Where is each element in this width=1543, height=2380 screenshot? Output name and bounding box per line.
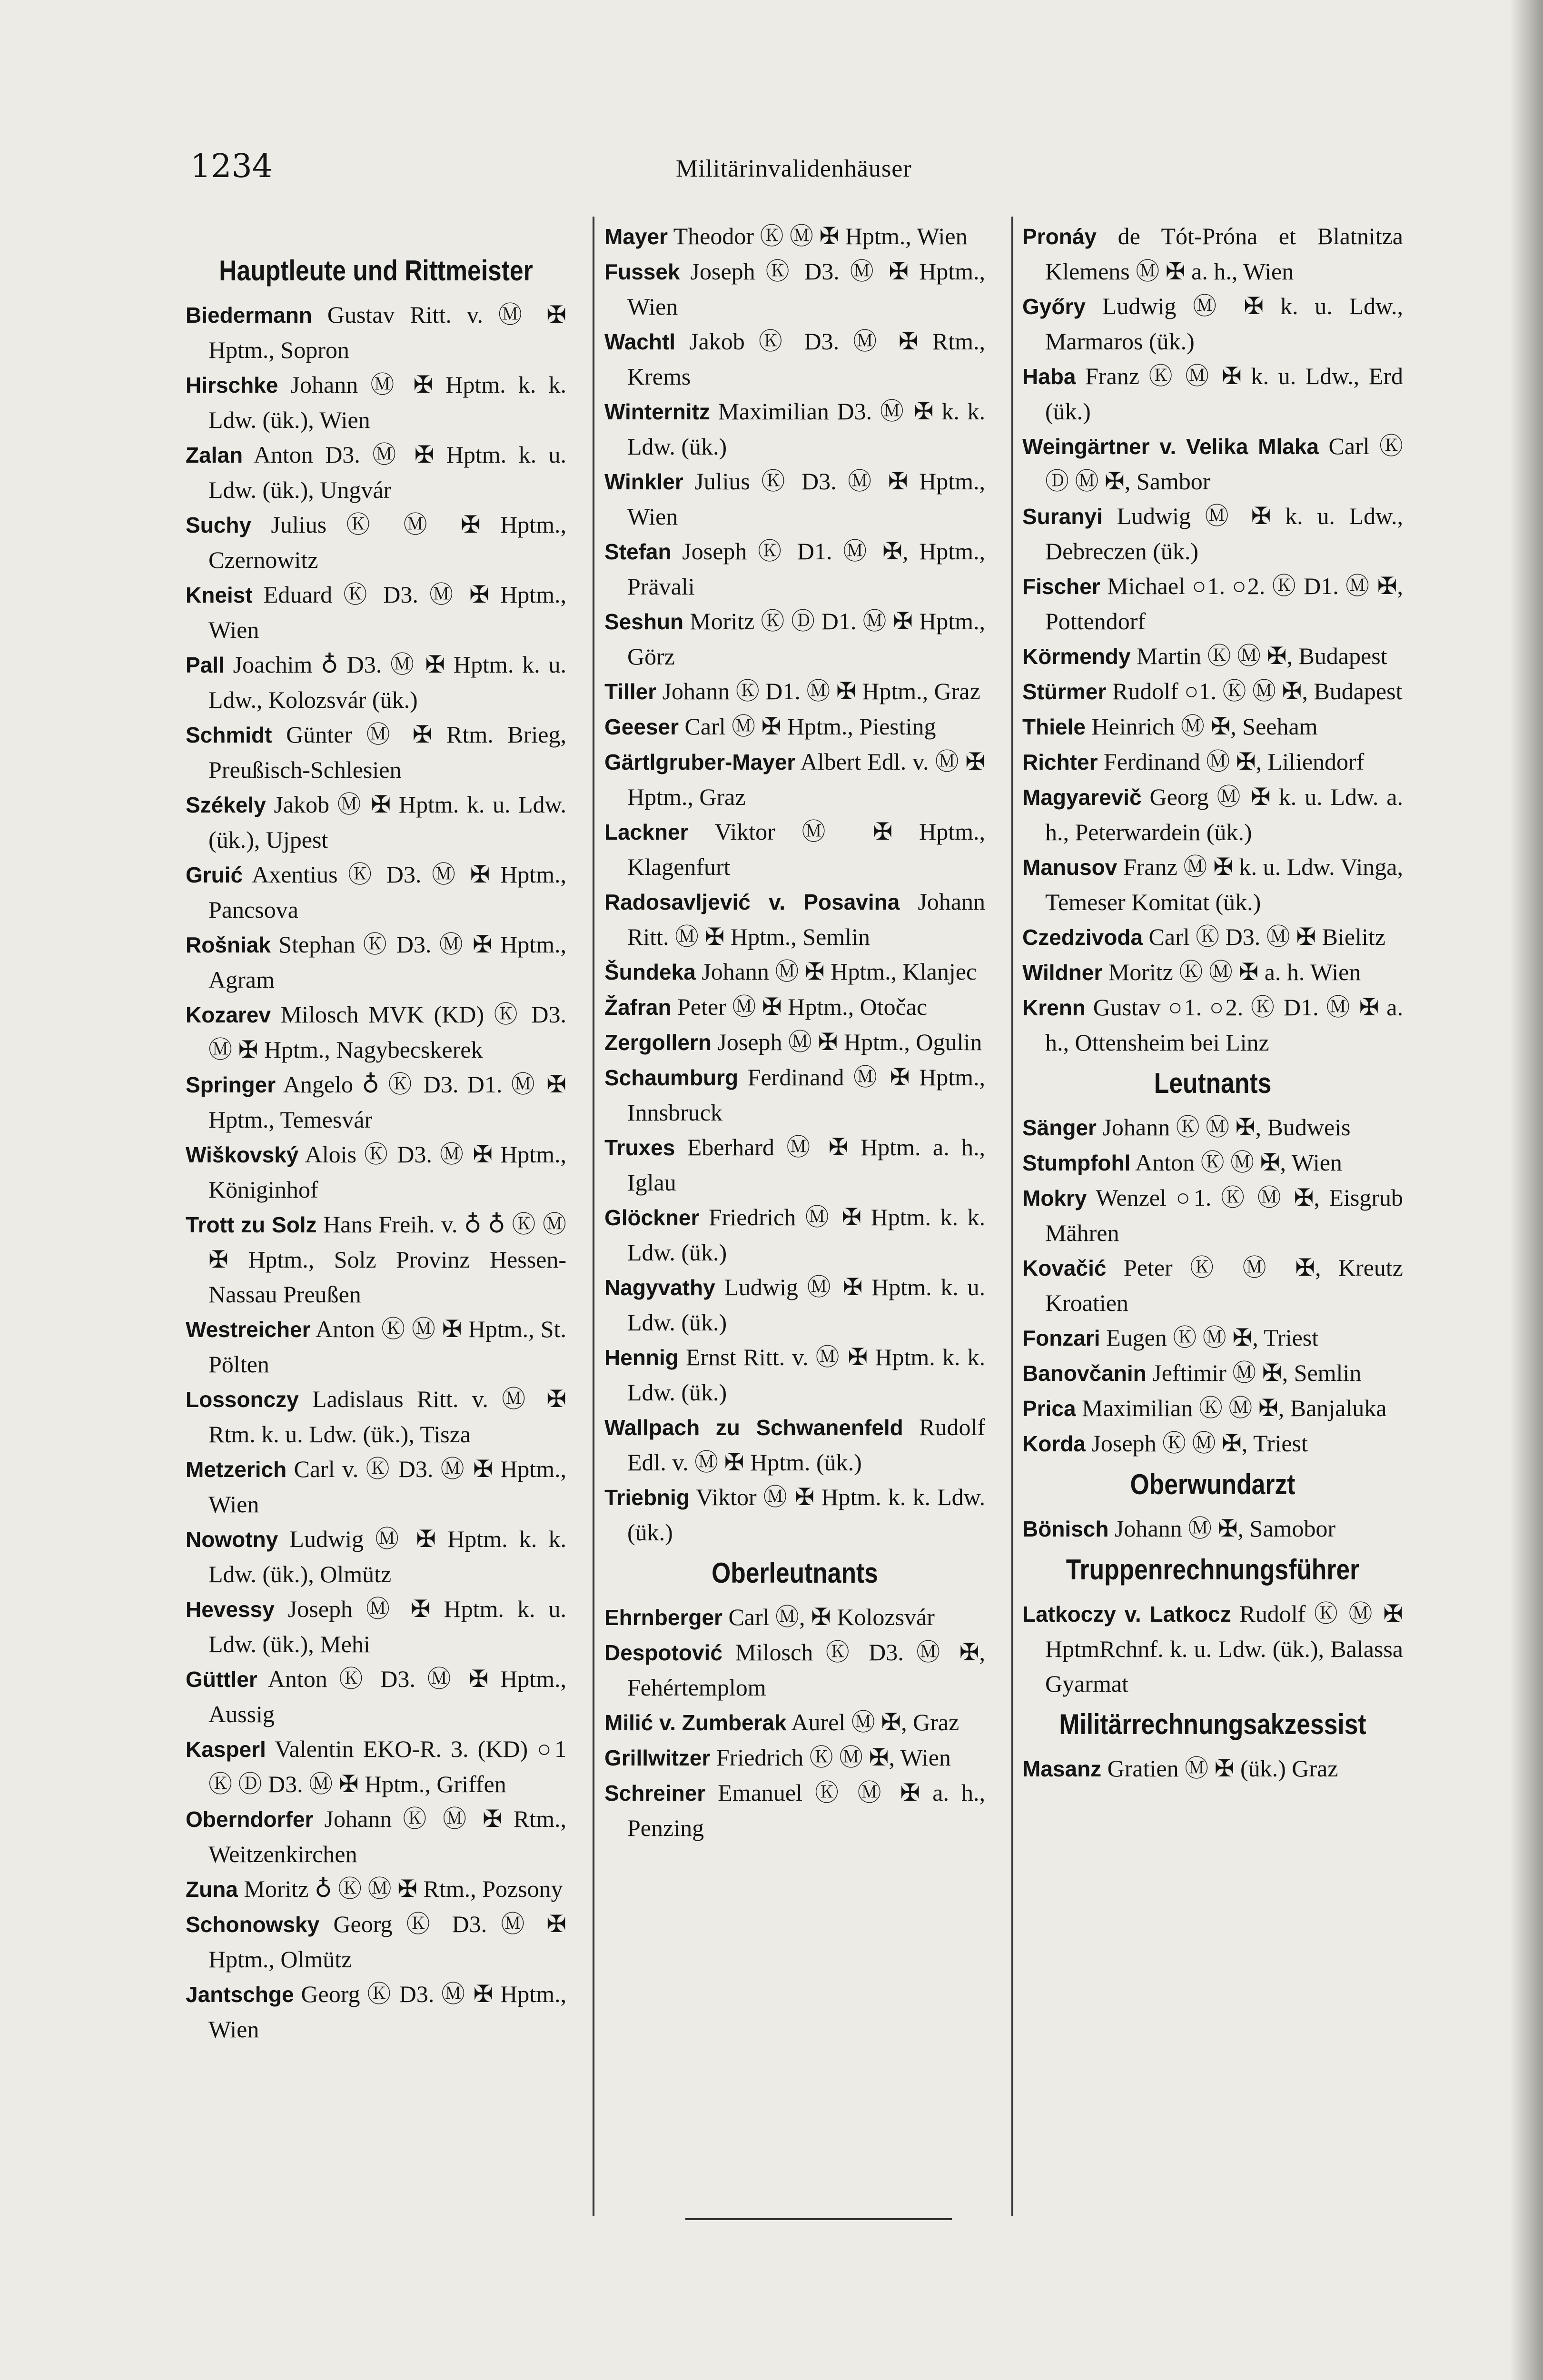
roster-entry [186, 507, 566, 577]
entry-surname: Richter [1022, 750, 1098, 774]
roster-entry [604, 1600, 985, 1635]
entry-details: Jeftimir Ⓜ ✠, Semlin [1152, 1359, 1362, 1386]
roster-entry [186, 1312, 566, 1382]
roster-entry [604, 1130, 985, 1200]
entry-details: Viktor Ⓜ ✠ Hptm., Klagenfurt [627, 818, 985, 880]
roster-entry [1022, 1391, 1403, 1426]
entry-details: Gratien Ⓜ ✠ (ük.) Graz [1107, 1755, 1338, 1782]
entry-surname: Kovačić [1022, 1256, 1107, 1280]
entry-surname: Wachtl [604, 329, 676, 354]
entry-details: Milosch MVK (KD) Ⓚ D3. Ⓜ ✠ Hptm., Nagybecskerek [208, 1001, 566, 1063]
entry-surname: Manusov [1022, 855, 1118, 880]
entry-surname: Hevessy [186, 1597, 275, 1622]
roster-entry [186, 437, 566, 507]
entry-surname: Fussek [604, 259, 680, 284]
entry-surname: Hirschke [186, 373, 278, 397]
entry-surname: Triebnig [604, 1485, 690, 1510]
entry-details: Moritz Ⓚ Ⓜ ✠ a. h. Wien [1108, 959, 1361, 985]
entry-details: Valentin EKO-R. 3. (KD) ○1 Ⓚ Ⓓ D3. Ⓜ ✠ Hptm., Griffen [208, 1735, 566, 1797]
roster-entry [1022, 1597, 1403, 1701]
entry-surname: Zuna [186, 1877, 238, 1902]
roster-entry [604, 604, 985, 674]
entry-surname: Wallpach zu Schwanenfeld [604, 1415, 903, 1440]
entry-details: Aurel Ⓜ ✠, Graz [791, 1709, 959, 1735]
roster-entry [1022, 744, 1403, 780]
entry-details: Ferdinand Ⓜ ✠ Hptm., Innsbruck [627, 1064, 985, 1126]
entry-details: Eugen Ⓚ Ⓜ ✠, Triest [1106, 1324, 1319, 1351]
entry-details: Julius Ⓚ Ⓜ ✠ Hptm., Czernowitz [208, 511, 566, 573]
entry-details: Rudolf Edl. v. Ⓜ ✠ Hptm. (ük.) [627, 1414, 985, 1476]
entry-surname: Székely [186, 793, 266, 817]
entry-surname: Schaumburg [604, 1065, 739, 1090]
entry-surname: Thiele [1022, 714, 1086, 739]
entry-surname: Winternitz [604, 399, 710, 424]
entry-details: Georg Ⓚ D3. Ⓜ ✠ Hptm., Olmütz [208, 1911, 566, 1973]
roster-entry [604, 219, 985, 254]
roster-entry [604, 324, 985, 394]
entry-details: Carl Ⓜ, ✠ Kolozsvár [728, 1604, 935, 1630]
roster-entry [1022, 920, 1403, 955]
entry-details: Michael ○1. ○2. Ⓚ D1. Ⓜ ✠, Pottendorf [1045, 573, 1403, 635]
entry-details: Ludwig Ⓜ ✠ k. u. Ldw., Marmaros (ük.) [1045, 293, 1404, 355]
entry-surname: Stefan [604, 539, 672, 564]
entry-details: Jakob Ⓚ D3. Ⓜ ✠ Rtm., Krems [627, 328, 985, 390]
entry-surname: Nagyvathy [604, 1275, 715, 1300]
entry-details: Maximilian Ⓚ Ⓜ ✠, Banjaluka [1082, 1395, 1387, 1421]
roster-entry [1022, 1426, 1403, 1461]
roster-entry [186, 298, 566, 367]
entry-surname: Suchy [186, 513, 252, 537]
roster-entry [604, 1635, 985, 1705]
entry-details: Franz Ⓚ Ⓜ ✠ k. u. Ldw., Erd (ük.) [1045, 363, 1403, 425]
roster-entry [186, 1732, 566, 1802]
roster-entry [186, 1522, 566, 1592]
entry-surname: Jantschge [186, 1982, 294, 2007]
entry-details: Angelo ♁ Ⓚ D3. D1. Ⓜ ✠ Hptm., Temesvár [208, 1071, 566, 1133]
entry-surname: Győry [1022, 294, 1086, 319]
entry-surname: Körmendy [1022, 644, 1131, 669]
entry-surname: Schreiner [604, 1781, 706, 1805]
entry-details: Anton D3. Ⓜ ✠ Hptm. k. u. Ldw. (ük.), Ungvár [208, 441, 566, 503]
roster-entry [186, 857, 566, 927]
section-heading: Oberwundarzt [1130, 1468, 1296, 1500]
entry-details: Rudolf Ⓚ Ⓜ ✠ HptmRchnf. k. u. Ldw. (ük.), Balassa Gyarmat [1045, 1600, 1404, 1697]
entry-surname: Fonzari [1022, 1326, 1100, 1350]
entry-surname: Ehrnberger [604, 1605, 722, 1630]
entry-surname: Rošniak [186, 932, 271, 957]
entry-surname: Krenn [1022, 995, 1086, 1020]
bottom-rule [685, 2218, 952, 2220]
entry-details: Stephan Ⓚ D3. Ⓜ ✠ Hptm., Agram [208, 931, 567, 993]
entry-surname: Kneist [186, 583, 253, 607]
entry-surname: Glöckner [604, 1205, 700, 1230]
entry-details: Moritz ♁ Ⓚ Ⓜ ✠ Rtm., Pozsony [244, 1875, 563, 1902]
roster-entry [1022, 639, 1403, 674]
entry-surname: Wiškovský [186, 1142, 299, 1167]
roster-entry [186, 997, 566, 1067]
entry-surname: Zergollern [604, 1030, 712, 1055]
entry-surname: Latkoczy v. Latkocz [1022, 1602, 1231, 1626]
entry-details: Heinrich Ⓜ ✠, Seeham [1091, 713, 1318, 740]
entry-details: Georg Ⓜ ✠ k. u. Ldw. a. h., Peterwardein (ük.) [1045, 783, 1403, 845]
roster-entry [604, 1705, 985, 1740]
entry-details: Alois Ⓚ D3. Ⓜ ✠ Hptm., Königinhof [208, 1141, 566, 1203]
entry-details: Wenzel ○1. Ⓚ Ⓜ ✠, Eisgrub Mähren [1045, 1184, 1403, 1246]
entry-surname: Radosavljević v. Posavina [604, 890, 900, 914]
roster-entry [1022, 1356, 1403, 1391]
entry-details: Gustav ○1. ○2. Ⓚ D1. Ⓜ ✠ a. h., Ottensheim bei Linz [1045, 994, 1404, 1056]
entry-details: Ferdinand Ⓜ ✠, Liliendorf [1103, 748, 1365, 775]
entry-surname: Hennig [604, 1345, 679, 1370]
column-middle [604, 219, 985, 1845]
page-edge-shadow [1510, 0, 1543, 2380]
column-rule-left [593, 217, 594, 2216]
roster-entry [1022, 709, 1403, 744]
entry-details: de Tót-Próna et Blatnitza Klemens Ⓜ ✠ a. h., Wien [1045, 223, 1403, 285]
entry-surname: Schmidt [186, 723, 272, 747]
running-title: Militärinvalidenhäuser [676, 155, 912, 182]
roster-entry [186, 1592, 566, 1662]
entry-surname: Biedermann [186, 303, 312, 327]
entry-details: Ernst Ritt. v. Ⓜ ✠ Hptm. k. k. Ldw. (ük.) [627, 1344, 986, 1406]
entry-surname: Springer [186, 1072, 276, 1097]
roster-entry [1022, 1145, 1403, 1180]
entry-details: Carl v. Ⓚ D3. Ⓜ ✠ Hptm., Wien [208, 1456, 566, 1517]
entry-surname: Zalan [186, 443, 243, 467]
entry-surname: Pall [186, 653, 225, 677]
entry-details: Friedrich Ⓜ ✠ Hptm. k. k. Ldw. (ük.) [627, 1204, 986, 1266]
entry-details: Anton Ⓚ Ⓜ ✠, Wien [1135, 1149, 1342, 1176]
roster-entry [186, 1452, 566, 1522]
entry-details: Martin Ⓚ Ⓜ ✠, Budapest [1136, 643, 1387, 669]
entry-details: Joseph Ⓚ D3. Ⓜ ✠ Hptm., Wien [627, 258, 985, 320]
roster-entry [1022, 674, 1403, 709]
roster-entry [186, 1872, 566, 1907]
roster-entry [604, 394, 985, 464]
entry-surname: Westreicher [186, 1317, 311, 1342]
roster-entry [604, 1060, 985, 1130]
entry-details: Georg Ⓚ D3. Ⓜ ✠ Hptm., Wien [208, 1981, 567, 2043]
roster-entry [186, 577, 566, 647]
section-heading: Truppenrechnungsführer [1066, 1554, 1360, 1586]
roster-entry [604, 534, 985, 604]
entry-surname: Trott zu Solz [186, 1212, 317, 1237]
entry-surname: Metzerich [186, 1457, 287, 1482]
entry-details: Ludwig Ⓜ ✠ Hptm. k. k. Ldw. (ük.), Olmütz [208, 1526, 567, 1587]
roster-entry [1022, 1180, 1403, 1250]
roster-entry [1022, 780, 1403, 850]
entry-surname: Stürmer [1022, 679, 1107, 704]
entry-details: Carl Ⓜ ✠ Hptm., Piesting [684, 713, 936, 740]
roster-entry [186, 647, 566, 717]
roster-entry [604, 1480, 985, 1550]
entry-details: Eberhard Ⓜ ✠ Hptm. a. h., Iglau [627, 1134, 986, 1196]
entry-details: Anton Ⓚ Ⓜ ✠ Hptm., St. Pölten [208, 1316, 566, 1378]
entry-surname: Pronáy [1022, 224, 1097, 249]
roster-entry [186, 787, 566, 857]
roster-entry [186, 1382, 566, 1452]
roster-entry [604, 1200, 985, 1270]
entry-surname: Korda [1022, 1431, 1086, 1456]
entry-details: Hans Freih. v. ♁ ♁ Ⓚ Ⓜ ✠ Hptm., Solz Provinz Hessen-Nassau Preußen [208, 1211, 566, 1308]
entry-details: Joseph Ⓜ ✠ Hptm., Ogulin [717, 1029, 982, 1055]
roster-entry [1022, 429, 1403, 499]
entry-details: Joseph Ⓜ ✠ Hptm. k. u. Ldw. (ük.), Mehi [208, 1596, 566, 1657]
entry-surname: Masanz [1022, 1756, 1102, 1781]
entry-details: Ludwig Ⓜ ✠ Hptm. k. u. Ldw. (ük.) [627, 1274, 986, 1336]
roster-entry [604, 254, 985, 324]
entry-surname: Prica [1022, 1396, 1076, 1421]
entry-surname: Šundeka [604, 960, 696, 984]
entry-surname: Kasperl [186, 1737, 266, 1762]
roster-entry [1022, 1110, 1403, 1145]
column-right [1022, 219, 1403, 1786]
entry-details: Peter Ⓚ Ⓜ ✠, Kreutz Kroatien [1045, 1254, 1403, 1316]
roster-entry [186, 1067, 566, 1137]
roster-entry [604, 1025, 985, 1060]
roster-entry [604, 1410, 985, 1480]
roster-entry [1022, 499, 1403, 569]
entry-details: Günter Ⓜ ✠ Rtm. Brieg, Preußisch-Schlesien [208, 721, 566, 783]
roster-entry [1022, 1511, 1403, 1547]
entry-details: Carl Ⓚ Ⓓ Ⓜ ✠, Sambor [1045, 433, 1404, 495]
roster-entry [186, 367, 566, 437]
entry-details: Joseph Ⓚ Ⓜ ✠, Triest [1091, 1430, 1308, 1457]
entry-surname: Grillwitzer [604, 1745, 711, 1770]
entry-surname: Winkler [604, 469, 683, 494]
entry-surname: Milić v. Zumberak [604, 1710, 787, 1735]
roster-entry [186, 927, 566, 997]
entry-surname: Lackner [604, 820, 689, 844]
entry-details: Johann Ⓚ Ⓜ ✠, Budweis [1102, 1114, 1351, 1140]
column-rule-right [1011, 217, 1013, 2216]
entry-surname: Bönisch [1022, 1517, 1109, 1541]
entry-surname: Žafran [604, 995, 672, 1020]
entry-details: Johann Ⓜ ✠ Hptm. k. k. Ldw. (ük.), Wien [208, 371, 567, 433]
entry-details: Eduard Ⓚ D3. Ⓜ ✠ Hptm., Wien [208, 581, 566, 643]
section-heading: Leutnants [1154, 1067, 1272, 1099]
entry-details: Johann Ⓚ D1. Ⓜ ✠ Hptm., Graz [662, 678, 980, 704]
roster-entry [1022, 219, 1403, 289]
entry-surname: Mokry [1022, 1186, 1087, 1210]
roster-entry [1022, 289, 1403, 359]
entry-details: Jakob Ⓜ ✠ Hptm. k. u. Ldw. (ük.), Ujpest [208, 791, 566, 853]
roster-entry [604, 1775, 985, 1845]
entry-surname: Seshun [604, 609, 684, 634]
entry-details: Gustav Ritt. v. Ⓜ ✠ Hptm., Sopron [208, 301, 566, 363]
section-heading: Militärrechnungsakzessist [1059, 1708, 1366, 1740]
entry-surname: Truxes [604, 1135, 675, 1160]
roster-entry [1022, 1250, 1403, 1320]
entry-surname: Lossonczy [186, 1387, 299, 1412]
roster-entry [186, 717, 566, 787]
entry-details: Johann Ritt. Ⓜ ✠ Hptm., Semlin [627, 888, 985, 950]
entry-surname: Banovčanin [1022, 1361, 1147, 1386]
entry-surname: Sänger [1022, 1115, 1097, 1140]
roster-entry [1022, 359, 1403, 429]
entry-details: Johann Ⓜ ✠ Hptm., Klanjec [702, 958, 977, 985]
entry-surname: Güttler [186, 1667, 257, 1692]
entry-details: Theodor Ⓚ Ⓜ ✠ Hptm., Wien [673, 223, 968, 249]
roster-entry [186, 1207, 566, 1312]
roster-entry [604, 744, 985, 814]
roster-entry [604, 884, 985, 954]
entry-surname: Wildner [1022, 960, 1103, 985]
entry-surname: Suranyi [1022, 504, 1103, 529]
roster-entry [604, 1270, 985, 1340]
entry-details: Ladislaus Ritt. v. Ⓜ ✠ Rtm. k. u. Ldw. (ük.), Tisza [208, 1386, 566, 1448]
entry-surname: Despotović [604, 1640, 722, 1665]
entry-details: Ludwig Ⓜ ✠ k. u. Ldw., Debreczen (ük.) [1045, 503, 1403, 565]
entry-surname: Schonowsky [186, 1912, 320, 1937]
entry-details: Carl Ⓚ D3. Ⓜ ✠ Bielitz [1148, 923, 1385, 950]
entry-surname: Tiller [604, 679, 657, 704]
entry-details: Anton Ⓚ D3. Ⓜ ✠ Hptm., Aussig [208, 1666, 566, 1727]
roster-entry [604, 954, 985, 990]
roster-entry [604, 990, 985, 1025]
roster-entry [186, 1137, 566, 1207]
entry-details: Johann Ⓜ ✠, Samobor [1114, 1515, 1336, 1542]
roster-entry [604, 674, 985, 709]
roster-entry [186, 1977, 566, 2047]
roster-entry [604, 464, 985, 534]
entry-details: Joachim ♁ D3. Ⓜ ✠ Hptm. k. u. Ldw., Kolozsvár (ük.) [208, 651, 566, 713]
column-left [186, 248, 566, 2047]
entry-surname: Gruić [186, 863, 243, 887]
section-heading: Oberleutnants [712, 1557, 878, 1589]
entry-surname: Gärtlgruber-Mayer [604, 750, 796, 774]
entry-details: Franz Ⓜ ✠ k. u. Ldw. Vinga, Temeser Komitat (ük.) [1045, 853, 1403, 915]
roster-entry [186, 1802, 566, 1872]
entry-surname: Weingärtner v. Velika Mlaka [1022, 434, 1319, 459]
entry-details: Albert Edl. v. Ⓜ ✠ Hptm., Graz [627, 748, 985, 810]
entry-surname: Kozarev [186, 1002, 271, 1027]
entry-details: Viktor Ⓜ ✠ Hptm. k. k. Ldw. (ük.) [627, 1484, 985, 1546]
entry-details: Maximilian D3. Ⓜ ✠ k. k. Ldw. (ük.) [627, 398, 985, 460]
roster-entry [186, 1907, 566, 1977]
roster-entry [604, 1740, 985, 1775]
entry-details: Johann Ⓚ Ⓜ ✠ Rtm., Weitzenkirchen [208, 1805, 566, 1867]
entry-details: Milosch Ⓚ D3. Ⓜ ✠, Fehértemplom [627, 1639, 985, 1701]
roster-entry [604, 1340, 985, 1410]
roster-entry [604, 709, 985, 744]
roster-entry [1022, 990, 1403, 1060]
roster-entry [1022, 569, 1403, 639]
roster-entry [1022, 955, 1403, 990]
roster-entry [1022, 1751, 1403, 1786]
entry-details: Julius Ⓚ D3. Ⓜ ✠ Hptm., Wien [627, 468, 986, 530]
entry-surname: Haba [1022, 364, 1076, 389]
entry-surname: Mayer [604, 224, 668, 249]
entry-surname: Czedzivoda [1022, 925, 1143, 950]
roster-entry [1022, 1320, 1403, 1356]
entry-details: Emanuel Ⓚ Ⓜ ✠ a. h., Penzing [627, 1779, 986, 1841]
roster-entry [1022, 850, 1403, 920]
entry-details: Axentius Ⓚ D3. Ⓜ ✠ Hptm., Pancsova [208, 861, 566, 923]
entry-details: Moritz Ⓚ Ⓓ D1. Ⓜ ✠ Hptm., Görz [627, 608, 986, 670]
entry-surname: Geeser [604, 714, 679, 739]
entry-surname: Nowotny [186, 1527, 278, 1552]
roster-entry [186, 1662, 566, 1732]
entry-details: Peter Ⓜ ✠ Hptm., Otočac [677, 993, 928, 1020]
page-number: 1234 [190, 148, 273, 185]
entry-surname: Stumpfohl [1022, 1150, 1131, 1175]
entry-details: Friedrich Ⓚ Ⓜ ✠, Wien [716, 1744, 951, 1771]
entry-details: Rudolf ○1. Ⓚ Ⓜ ✠, Budapest [1112, 678, 1403, 704]
entry-surname: Oberndorfer [186, 1807, 314, 1832]
entry-surname: Fischer [1022, 574, 1100, 599]
entry-details: Joseph Ⓚ D1. Ⓜ ✠, Hptm., Prävali [627, 538, 986, 600]
section-heading: Hauptleute und Rittmeister [219, 255, 533, 287]
entry-surname: Magyarevič [1022, 785, 1142, 810]
roster-entry [604, 814, 985, 884]
